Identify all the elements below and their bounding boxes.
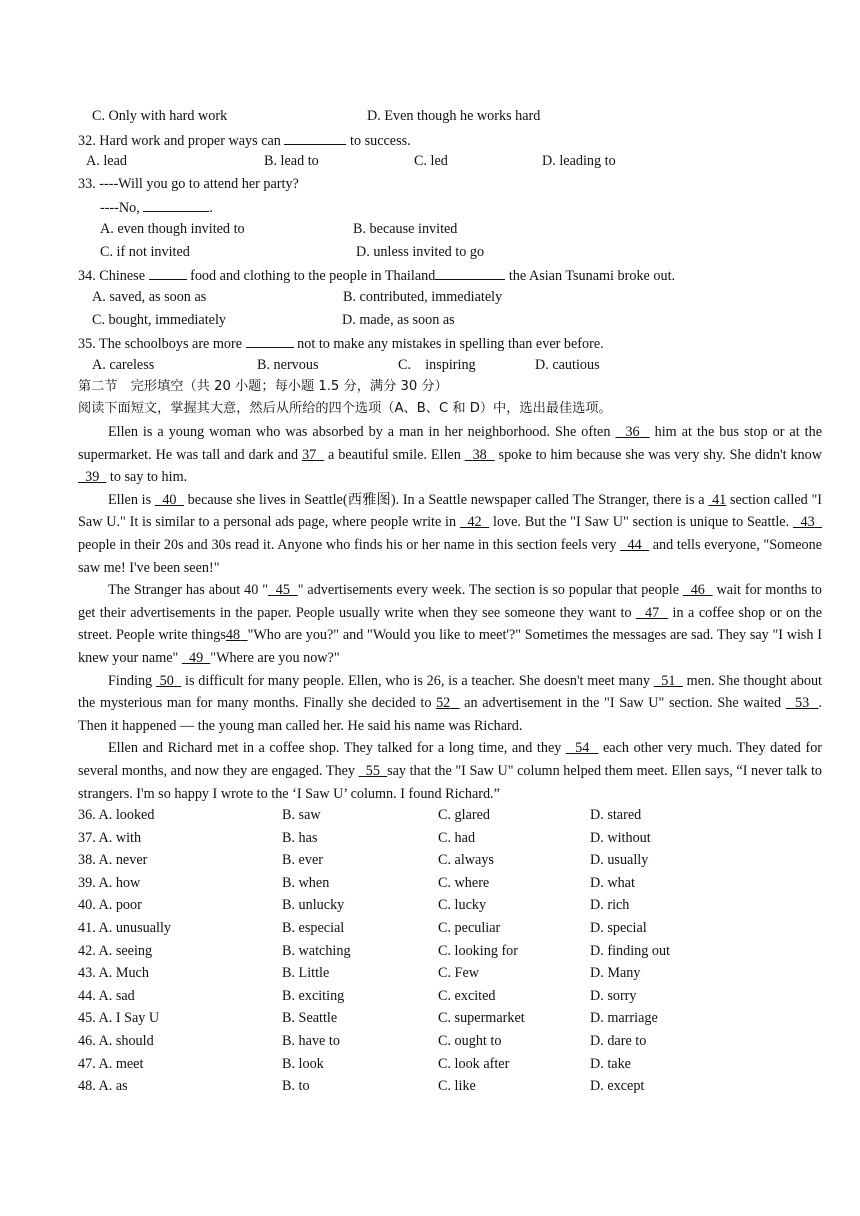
q35-blank xyxy=(246,333,294,348)
blank-41: 41 xyxy=(712,491,727,508)
choice-36-d: D. stared xyxy=(590,807,642,823)
q35-stem-a: 35. The schoolboys are more xyxy=(78,336,246,352)
q32-option-c: C. led xyxy=(414,153,448,169)
choice-40-d: D. rich xyxy=(590,897,630,914)
choice-39-c: C. where xyxy=(438,874,490,891)
q33-option-b: B. because invited xyxy=(353,221,458,237)
choice-48-b: B. to xyxy=(282,1078,310,1095)
choice-37-d: D. without xyxy=(590,829,651,846)
blank-38: 38 xyxy=(472,446,487,463)
choice-39-d: D. what xyxy=(590,874,635,891)
q35-stem-b: not to make any mistakes in spelling than ever before. xyxy=(293,336,604,352)
choice-36-b: B. saw xyxy=(282,807,321,823)
choice-47-d: D. take xyxy=(590,1055,631,1072)
choice-47-c: C. look after xyxy=(438,1055,510,1072)
choice-44-d: D. sorry xyxy=(590,987,637,1004)
choice-42-c: C. looking for xyxy=(438,942,518,959)
q33-option-d: D. unless invited to go xyxy=(356,244,485,260)
blank-36: 36 xyxy=(625,424,640,440)
choice-41-c: C. peculiar xyxy=(438,920,501,936)
choice-43-c: C. Few xyxy=(438,965,479,982)
cloze-passage xyxy=(78,421,822,805)
q32-option-a: A. lead xyxy=(86,153,127,169)
passage-paragraph-2: Ellen is 40 because she lives in Seattle(西雅图). In a Seattle newspaper called The Stranger, there is a 41 section called "I Saw U." It is similar to a personal ads page, where people write in 42 love. But the "I Saw U" section is unique to Seattle. 43 people in their 20s and 30s read it. Anyone who finds his or her name in this section feels very 44 and tells everyone, "Someone saw me! I've been seen!" xyxy=(78,491,823,576)
choice-46-b: B. have to xyxy=(282,1033,340,1049)
choice-45-c: C. supermarket xyxy=(438,1010,525,1027)
choice-45-d: D. marriage xyxy=(590,1010,658,1027)
q33-reply xyxy=(100,197,213,217)
choice-37-c: C. had xyxy=(438,829,476,846)
blank-48: 48 xyxy=(225,627,241,644)
choice-40-b: B. unlucky xyxy=(282,897,345,914)
choice-47-b: B. look xyxy=(282,1055,324,1072)
choice-46-c: C. ought to xyxy=(438,1033,502,1049)
choice-45-b: B. Seattle xyxy=(282,1010,338,1027)
q33-option-a: A. even though invited to xyxy=(100,221,245,237)
blank-53: 53 xyxy=(795,695,810,712)
choice-42-b: B. watching xyxy=(282,942,351,959)
choice-38-d: D. usually xyxy=(590,852,649,869)
choice-41-b: B. especial xyxy=(282,920,345,936)
choice-41-a: 41. A. unusually xyxy=(78,920,172,936)
choice-44-c: C. excited xyxy=(438,987,496,1004)
blank-52: 52 xyxy=(436,695,451,712)
q34-stem xyxy=(78,265,675,285)
q32-option-d: D. leading to xyxy=(542,153,616,169)
choice-37-b: B. has xyxy=(282,829,318,846)
q32-stem-b: to success. xyxy=(346,133,411,149)
choice-38-c: C. always xyxy=(438,852,494,869)
passage-paragraph-4: Finding 50 is difficult for many people. Ellen, who is 26, is a teacher. She doesn't meet many 51 men. She thought about the mysterious man for many months. Finally she decided to 52 an advertisement in the "I Saw U" section. She waited 53 . Then it happened ― the young man called her. He said his name was Richard. xyxy=(78,672,823,734)
choice-48-a: 48. A. as xyxy=(78,1078,128,1095)
q32-stem xyxy=(78,130,411,150)
q34-option-d: D. made, as soon as xyxy=(342,312,455,328)
choice-44-b: B. exciting xyxy=(282,987,345,1004)
choice-42-a: 42. A. seeing xyxy=(78,942,153,959)
choice-43-a: 43. A. Much xyxy=(78,965,149,982)
q34-stem-a: 34. Chinese xyxy=(78,268,149,284)
q34-stem-c: the Asian Tsunami broke out. xyxy=(505,268,676,284)
q34-blank-2 xyxy=(435,265,505,280)
q33-option-c: C. if not invited xyxy=(100,244,190,260)
choice-36-c: C. glared xyxy=(438,807,491,823)
blank-37: 37 xyxy=(302,446,317,463)
blank-43: 43 xyxy=(800,514,815,531)
blank-45: 45 xyxy=(275,582,290,599)
q33-reply-b: . xyxy=(209,200,213,216)
q34-option-b: B. contributed, immediately xyxy=(343,289,503,305)
choice-39-b: B. when xyxy=(282,874,330,891)
q34-stem-b: food and clothing to the people in Thailand xyxy=(186,268,436,284)
choice-40-c: C. lucky xyxy=(438,897,487,914)
q33-stem: 33. ----Will you go to attend her party? xyxy=(78,176,299,192)
q31-option-d: D. Even though he works hard xyxy=(367,108,541,124)
q35-option-d: D. cautious xyxy=(535,357,600,373)
choice-38-b: B. ever xyxy=(282,852,323,869)
choice-40-a: 40. A. poor xyxy=(78,897,142,914)
passage-paragraph-5: Ellen and Richard met in a coffee shop. They talked for a long time, and they 54 each other very much. They dated for several months, and now they are engaged. They 55 say that the "I Saw U" column helped them meet. Ellen says, “I never talk to strangers. I'm so happy I wrote to the ‘I Saw U’ column. I found Richard.” xyxy=(78,740,823,802)
q32-option-b: B. lead to xyxy=(264,153,319,169)
blank-40: 40 xyxy=(162,491,177,508)
q33-blank xyxy=(143,197,209,212)
choice-42-d: D. finding out xyxy=(590,942,670,959)
q34-blank-1 xyxy=(149,265,187,280)
choice-45-a: 45. A. I Say U xyxy=(78,1010,160,1027)
blank-54: 54 xyxy=(575,740,590,757)
choice-43-d: D. Many xyxy=(590,965,641,982)
blank-55: 55 xyxy=(365,762,380,779)
q34-option-a: A. saved, as soon as xyxy=(92,289,207,305)
blank-49: 49 xyxy=(189,649,204,666)
blank-47: 47 xyxy=(644,604,660,621)
choice-48-c: C. like xyxy=(438,1078,476,1095)
q33-reply-a: ----No, xyxy=(100,200,144,216)
passage-paragraph-3: The Stranger has about 40 " 45 " advertisements every week. The section is so popular that people 46 wait for months to get their advertisements in the paper. People usually write when they see someone they want to 47 in a coffee shop or on the street. People write things48 "Who are you?" and "Would you like to meet'?" Sometimes the messages are sad. They say "I wish I knew your name" 49 "Where are you now?" xyxy=(78,582,823,666)
q35-option-a: A. careless xyxy=(92,357,155,373)
blank-51: 51 xyxy=(661,672,676,689)
choice-41-d: D. special xyxy=(590,920,647,936)
choice-39-a: 39. A. how xyxy=(78,874,141,891)
choice-44-a: 44. A. sad xyxy=(78,987,135,1004)
q32-stem-a: 32. Hard work and proper ways can xyxy=(78,133,285,149)
q32-blank xyxy=(284,130,346,145)
q35-option-b: B. nervous xyxy=(257,357,319,373)
choice-36-a: 36. A. looked xyxy=(78,807,155,823)
blank-42: 42 xyxy=(467,514,482,531)
section-instruction: 阅读下面短文，掌握其大意，然后从所给的四个选项（A、B、C 和 D）中，选出最佳选项。 xyxy=(78,401,612,416)
choice-37-a: 37. A. with xyxy=(78,829,142,846)
choice-46-a: 46. A. should xyxy=(78,1033,154,1049)
blank-50: 50 xyxy=(159,672,174,689)
q35-stem xyxy=(78,333,604,353)
blank-44: 44 xyxy=(627,536,642,553)
blank-39: 39 xyxy=(85,469,100,486)
section-title: 第二节 完形填空（共 20 小题；每小题 1.5 分，满分 30 分） xyxy=(78,379,448,394)
choice-48-d: D. except xyxy=(590,1078,645,1095)
choice-43-b: B. Little xyxy=(282,965,330,982)
passage-paragraph-1: Ellen is a young woman who was absorbed by a man in her neighborhood. She often 36 him at the bus stop or at the supermarket. He was tall and dark and 37 a beautiful smile. Ellen 38 spoke to him because she was very shy. She didn't know 39 to say to him. xyxy=(78,424,823,486)
blank-46: 46 xyxy=(690,582,705,599)
choice-46-d: D. dare to xyxy=(590,1033,647,1049)
choice-47-a: 47. A. meet xyxy=(78,1055,144,1072)
q35-option-c: C. inspiring xyxy=(398,357,476,373)
choice-38-a: 38. A. never xyxy=(78,852,148,869)
q31-option-c: C. Only with hard work xyxy=(92,108,228,124)
q34-option-c: C. bought, immediately xyxy=(92,312,226,328)
